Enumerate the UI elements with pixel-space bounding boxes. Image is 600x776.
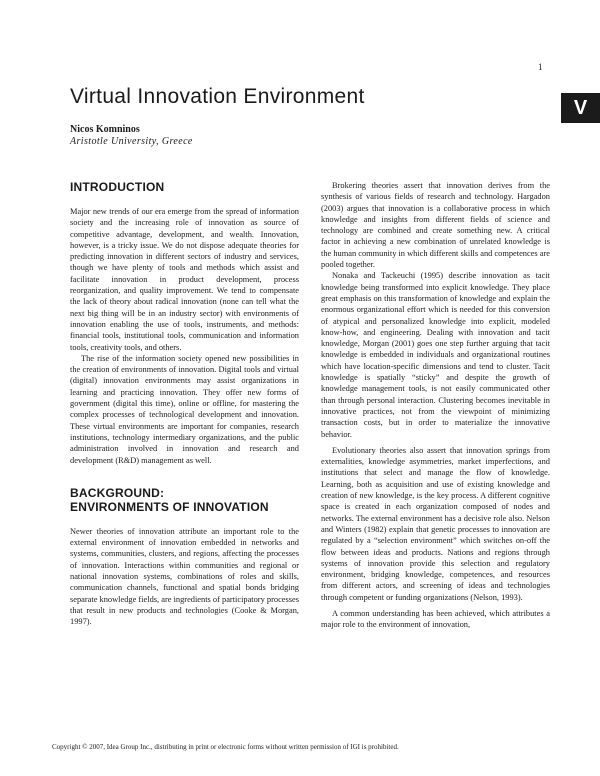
heading-background: [70, 486, 299, 514]
background-paragraph-1: Newer theories of innovation attribute an important role to the external environment of innovation embedded in networks and systems, communities, clusters, and regions, affecting the processes of innovation. Interactions within communities and regional or national innovation systems, combinations of roles and skills, communication channels, functional and spatial bonds bridging separate knowledge fields, are ingredients of participatory processes that result in new products and technologies (Cooke & Morgan, 1997).: [70, 526, 299, 627]
section-tab-letter: V: [561, 93, 600, 123]
intro-paragraph-1: Major new trends of our era emerge from the spread of information society and the increasing role of innovation as source of competitive advantage, development, and wealth. Innovation, however, is a tricky issue. We do not dispose adequate theories for predicting innovation in different sectors of industry and services, though we have plenty of tools and methods which assist and facilitate innovation in product development, process reorganization, and quality improvement. We tend to compensate the lack of theory about radical innovation (none can tell what the next big thing will be in an industry sector) with environments of innovation enabling the use of tools, instruments, and methods: financial tools, institutional tools, communication and information tools, creativity tools, and others.: [70, 207, 299, 352]
right-paragraph-3: Evolutionary theories also assert that innovation springs from externalities, knowledge asymmetries, market imperfections, and institutions that select and manage the flow of knowledge. Learning, both as acquisition and use of existing knowledge and creation of new knowledge, is the key process. A different cognitive space is created in each organization composed of nodes and networks. The external environment has a decisive role also. Nelson and Winters (1982) explain that genetic processes to innovation are regulated by a “selection environment” which switches on-off the flow between ideas and products. Nations and regions through systems of innovation provide this selection and regulatory environment, bridging knowledge, competences, and resources from different actors, and screening of ideas and technologies through competent or funding organizations (Nelson, 1993).: [321, 445, 550, 602]
right-column: [321, 180, 550, 631]
right-paragraph-4: A common understanding has been achieved, which attributes a major role to the environment of innovation,: [321, 608, 550, 630]
copyright-footer: Copyright © 2007, Idea Group Inc., distributing in print or electronic forms without written permission of IGI is prohibited.: [52, 743, 399, 751]
heading-background-line-2: ENVIRONMENTS OF INNOVATION: [70, 499, 269, 514]
page-number: 1: [538, 62, 543, 72]
left-column: [70, 180, 299, 628]
intro-paragraph-2: The rise of the information society opened new possibilities in the creation of environments of innovation. Digital tools and virtual (digital) innovation environments may assist organizations in learning and practicing innovation. They offer new forms of government (digital this time), online or offline, for mastering the complex processes of technological development and innovation. These virtual environments are important for companies, research institutions, technology intermediary organizations, and the public administration involved in innovation and research and development (R&D) management as well.: [70, 353, 299, 465]
right-paragraph-1: Brokering theories assert that innovation derives from the synthesis of various fields of research and technology. Hargadon (2003) argues that innovation is a collaborative process in which knowledge and insights from different fields of science and technology are combined and create something new. A critical factor in achieving a new combination of unrelated knowledge is the human community in which different skills and competences are pooled together.: [321, 181, 550, 270]
right-paragraph-2: Nonaka and Tackeuchi (1995) describe innovation as tacit knowledge being transformed into explicit knowledge. They place great emphasis on this transformation of knowledge and explain the enormous organizational effort which is needed for this conversion of atypical and personalized knowledge into explicit, modeled know-how, and engineering. Dealing with innovation and tacit knowledge, Morgan (2001) goes one step further arguing that tacit knowledge is embedded in individuals and organizational routines which have location-specific dimensions and tend to cluster. Tacit knowledge is spatially “sticky” and despite the growth of knowledge management tools, is not easily communicated other than through personal interaction. Clustering becomes inevitable in innovative practices, not from the viewpoint of minimizing transaction costs, but in order to materialize the innovative behavior.: [321, 271, 550, 439]
author-name: Nicos Komninos: [70, 124, 140, 135]
heading-introduction: INTRODUCTION: [70, 180, 165, 194]
article-title: Virtual Innovation Environment: [70, 85, 365, 108]
heading-background-line-1: BACKGROUND:: [70, 485, 165, 500]
author-affiliation: Aristotle University, Greece: [70, 136, 193, 147]
